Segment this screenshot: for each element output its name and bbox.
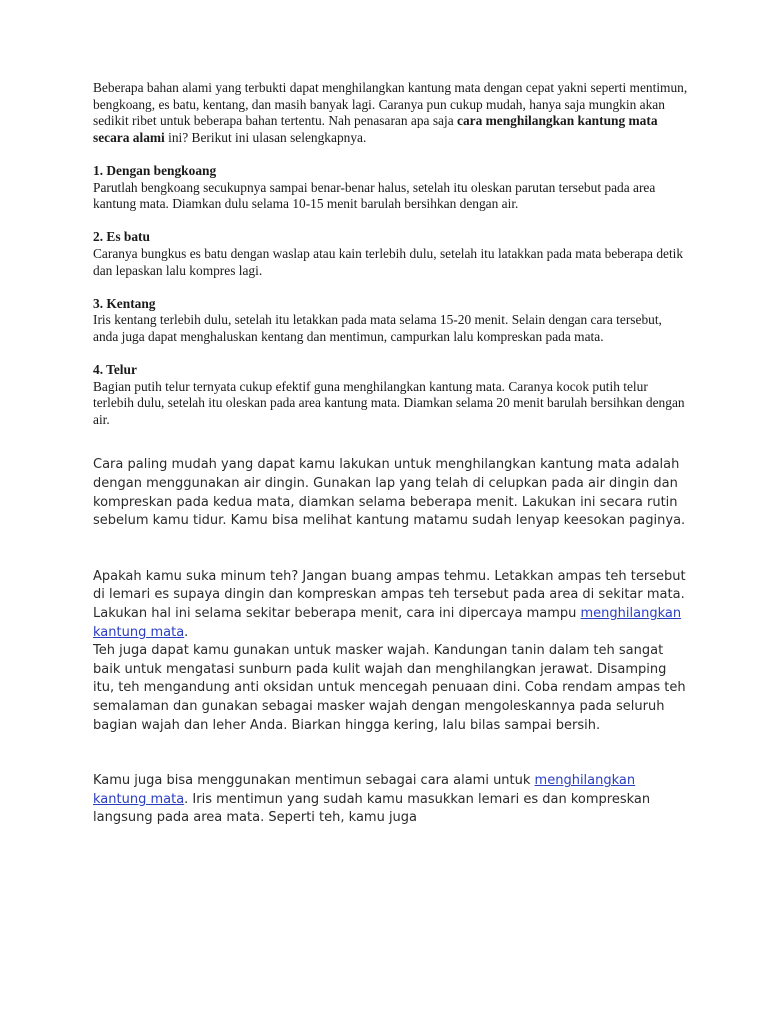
section-bengkoang xyxy=(93,163,688,213)
section-title: 4. Telur xyxy=(93,362,137,378)
intro-text-end: ini? Berikut ini ulasan selengkapnya. xyxy=(164,129,367,145)
link-menghilangkan-kantung-mata[interactable]: menghilangkan kantung mata xyxy=(93,606,682,640)
section-title: 1. Dengan bengkoang xyxy=(93,162,217,178)
intro-paragraph xyxy=(93,80,688,146)
section-body: Caranya bungkus es batu dengan waslap atau kain terlebih dulu, setelah itu latakkan pada mata beberapa detik dan lepaskan lalu kompres lagi. xyxy=(93,245,684,278)
serif-article-section xyxy=(93,80,688,428)
section-telur xyxy=(93,362,688,428)
tea-text-end: . xyxy=(184,624,189,640)
paragraph-cold-water: Cara paling mudah yang dapat kamu lakukan untuk menghilangkan kantung mata adalah dengan menggunakan air dingin. Gunakan lap yang telah di celupkan pada air dingin dan kompreskan pada kedua mata, diamkan selama beberapa menit. Lakukan ini secara rutin sebelum kamu tidur. Kamu bisa melihat kantung matamu sudah lenyap keesokan paginya. xyxy=(93,457,686,529)
section-body: Iris kentang terlebih dulu, setelah itu letakkan pada mata selama 15-20 menit. Selain dengan cara tersebut, anda juga dapat menghaluskan kentang dan mentimun, campurkan lalu kompreskan pada mata. xyxy=(93,312,662,344)
section-body: Parutlah bengkoang secukupnya sampai benar-benar halus, setelah itu oleskan parutan tersebut pada area kantung mata. Diamkan dulu selama 10-15 menit barulah bersihkan dengan air. xyxy=(93,179,656,212)
section-kentang xyxy=(93,296,688,346)
section-es-batu xyxy=(93,229,688,279)
intro-text-start: Beberapa bahan alami yang terbukti dapat menghilangkan kantung mata dengan cepat yakni seperti mentimun, bengkoang, es batu, kentang, dan masih banyak lagi. Caranya pun cukup mudah, hanya saja mungkin akan sedikit ribet untuk beberapa bahan tertentu. Nah penasaran apa saja xyxy=(93,80,688,129)
tea-second-text: Teh juga dapat kamu gunakan untuk masker wajah. Kandungan tanin dalam teh sangat baik untuk mengatasi sunburn pada kulit wajah dan menghilangkan jerawat. Disamping itu, teh mengandung anti oksidan untuk mencegah penuaan dini. Coba rendam ampas teh semalaman dan gunakan sebagai masker wajah dengan mengoleskannya pada seluruh bagian wajah dan leher Anda. Biarkan hingga kering, lalu bilas sampai bersih. xyxy=(93,643,686,733)
section-title: 2. Es batu xyxy=(93,229,150,245)
sans-article-section xyxy=(93,456,688,828)
section-body: Bagian putih telur ternyata cukup efektif guna menghilangkan kantung mata. Caranya kocok putih telur terlebih dulu, setelah itu oleskan pada area kantung mata. Diamkan selama 20 menit barulah bersihkan dengan air. xyxy=(93,378,685,427)
cucumber-text-end: . Iris mentimun yang sudah kamu masukkan lemari es dan kompreskan langsung pada area mata. Seperti teh, kamu juga xyxy=(93,791,651,826)
link-menghilangkan-kantung-mata-2[interactable]: menghilangkan kantung mata xyxy=(93,773,636,807)
tea-text-start: Apakah kamu suka minum teh? Jangan buang ampas tehmu. Letakkan ampas teh tersebut di lemari es supaya dingin dan kompreskan ampas teh tersebut pada area di sekitar mata. Lakukan hal ini selama sekitar beberapa menit, cara ini dipercaya mampu xyxy=(93,568,686,622)
paragraph-cucumber xyxy=(93,772,688,828)
cucumber-text-start: Kamu juga bisa menggunakan mentimun sebagai cara alami untuk xyxy=(93,773,535,789)
paragraph-tea xyxy=(93,568,688,735)
intro-bold-phrase: cara menghilangkan kantung mata secara alami xyxy=(93,113,658,145)
section-title: 3. Kentang xyxy=(93,295,156,311)
